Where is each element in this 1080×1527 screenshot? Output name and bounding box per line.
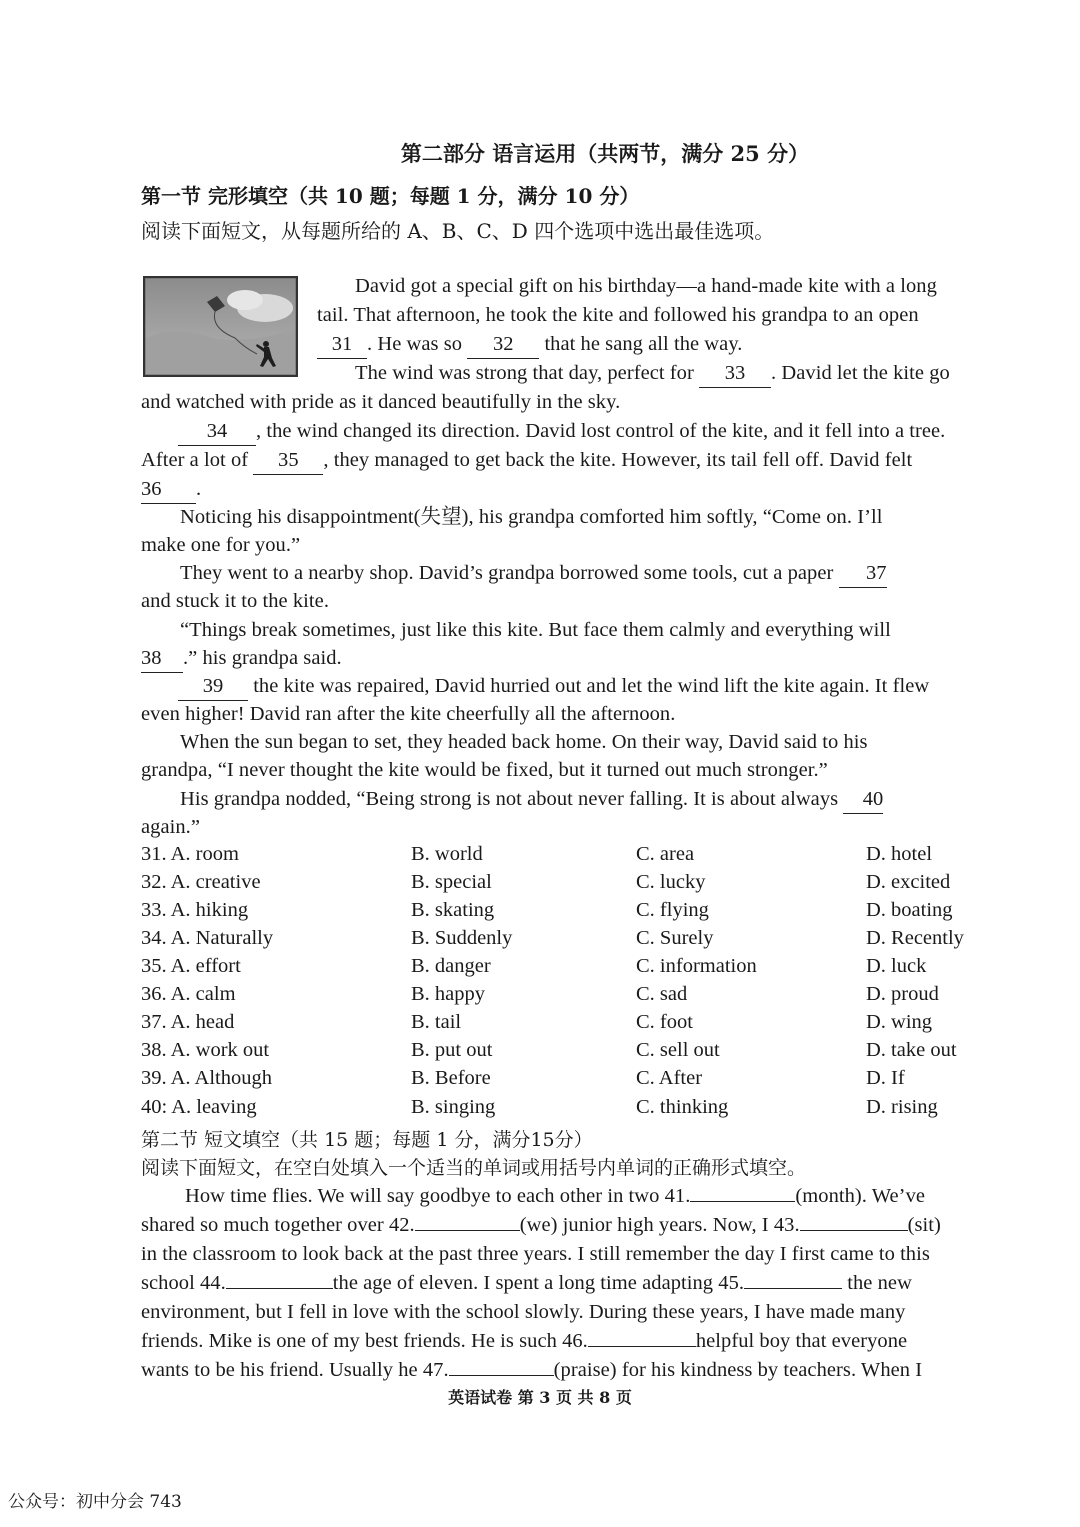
option-35-b: B. danger: [411, 955, 491, 977]
passage2-line-3: [141, 1240, 930, 1268]
passage-text: (month). We’ve: [795, 1185, 926, 1207]
passage2-line-5: [141, 1298, 905, 1326]
passage-text: The wind was strong that day, perfect for: [355, 362, 694, 384]
passage-text: , they managed to get back the kite. However, its tail fell off. David felt: [323, 449, 913, 471]
passage-text: , the wind changed its direction. David lost control of the kite, and it fell into a tree.: [256, 420, 946, 442]
kite-photo: [143, 276, 298, 377]
option-33-c: C. flying: [636, 899, 709, 921]
option-31-c: C. area: [636, 843, 695, 865]
passage-text: (praise) for his kindness by teachers. When I: [553, 1359, 923, 1381]
option-38-c: C. sell out: [636, 1039, 720, 1061]
option-31-d: D. hotel: [866, 843, 933, 865]
passage-text: again.”: [141, 816, 200, 838]
passage-text: shared so much together over 42.: [141, 1214, 415, 1236]
passage2-line-6: [141, 1327, 907, 1355]
option-36-a: 36. A. calm: [141, 983, 236, 1005]
passage-text: After a lot of: [141, 449, 249, 471]
option-36-c: C. sad: [636, 983, 688, 1005]
passage-text: tail. That afternoon, he took the kite and followed his grandpa to an open: [317, 304, 919, 326]
blank-32: 32: [467, 330, 539, 359]
section1-title: 第一节 完形填空（共 10 题；每题 1 分，满分 10 分）: [141, 184, 640, 208]
passage-text: Noticing his disappointment(失望), his grandpa comforted him softly, “Come on. I’ll: [180, 506, 883, 528]
passage-text: grandpa, “I never thought the kite would be fixed, but it turned out much stronger.”: [141, 759, 828, 781]
passage1-line-1: [355, 272, 937, 300]
passage1-line-14: [141, 644, 342, 673]
option-37-d: D. wing: [866, 1011, 933, 1033]
passage2-line-4: [141, 1269, 912, 1297]
option-36-b: B. happy: [411, 983, 486, 1005]
option-40-b: B. singing: [411, 1096, 496, 1118]
option-40-d: D. rising: [866, 1096, 938, 1118]
passage1-line-4: [355, 359, 950, 388]
option-39-c: C. After: [636, 1067, 703, 1089]
passage1-line-17: [180, 728, 868, 756]
passage-text: and stuck it to the kite.: [141, 590, 329, 612]
passage-text: . He was so: [367, 333, 463, 355]
option-32-a: 32. A. creative: [141, 871, 261, 893]
option-38-b: B. put out: [411, 1039, 493, 1061]
passage1-line-16: [141, 700, 675, 728]
option-38-a: 38. A. work out: [141, 1039, 270, 1061]
passage-text: and watched with pride as it danced beautifully in the sky.: [141, 391, 621, 413]
option-32-c: C. lucky: [636, 871, 706, 893]
blank-45: [744, 1288, 842, 1289]
passage-text: the new: [847, 1272, 912, 1294]
option-33-d: D. boating: [866, 899, 953, 921]
option-39-b: B. Before: [411, 1067, 491, 1089]
option-39-a: 39. A. Although: [141, 1067, 272, 1089]
option-32-d: D. excited: [866, 871, 951, 893]
option-33-a: 33. A. hiking: [141, 899, 249, 921]
blank-36: 36: [141, 475, 196, 504]
passage1-line-5: [141, 388, 620, 416]
option-31-a: 31. A. room: [141, 843, 239, 865]
option-40-a: 40: A. leaving: [141, 1096, 257, 1118]
blank-44: [226, 1288, 333, 1289]
page-footer: 英语试卷 第 3 页 共 8 页: [448, 1388, 632, 1407]
passage1-line-7: [141, 446, 912, 475]
blank-35: 35: [253, 446, 323, 475]
passage1-line-2: [317, 301, 919, 329]
passage1-line-18: [141, 756, 828, 784]
passage-text: make one for you.”: [141, 534, 301, 556]
blank-42: [415, 1230, 520, 1231]
blank-37: 37: [839, 559, 887, 588]
passage-text: David got a special gift on his birthday—a hand-made kite with a long: [355, 275, 937, 297]
passage-text: that he sang all the way.: [544, 333, 743, 355]
option-40-c: C. thinking: [636, 1096, 729, 1118]
option-32-b: B. special: [411, 871, 492, 893]
passage1-line-9: [180, 503, 882, 531]
passage-text: the age of eleven. I spent a long time adapting 45.: [332, 1272, 745, 1294]
passage-text: When the sun began to set, they headed back home. On their way, David said to his: [180, 731, 868, 753]
part-title: 第二部分 语言运用（共两节，满分 25 分）: [400, 141, 810, 166]
passage-text: . David let the kite go: [771, 362, 950, 384]
option-35-a: 35. A. effort: [141, 955, 241, 977]
passage1-line-15: [178, 672, 929, 701]
section2-instruction: 阅读下面短文，在空白处填入一个适当的单词或用括号内单词的正确形式填空。: [141, 1157, 807, 1179]
passage1-line-19: [180, 785, 883, 814]
passage-text: school 44.: [141, 1272, 226, 1294]
passage-text: in the classroom to look back at the past three years. I still remember the day I first came to this: [141, 1243, 930, 1265]
blank-41: [690, 1201, 795, 1202]
passage2-line-1: [185, 1182, 925, 1210]
blank-43: [800, 1230, 908, 1231]
blank-40: 40: [843, 785, 883, 814]
option-34-c: C. Surely: [636, 927, 714, 949]
passage1-line-3: [317, 330, 742, 359]
passage-text: environment, but I fell in love with the school slowly. During these years, I have made many: [141, 1301, 906, 1323]
passage-text: “Things break sometimes, just like this kite. But face them calmly and everything will: [180, 619, 891, 641]
option-35-d: D. luck: [866, 955, 927, 977]
passage-text: (we) junior high years. Now, I 43.: [519, 1214, 800, 1236]
passage1-line-20: [141, 813, 200, 841]
blank-47: [449, 1375, 554, 1376]
passage-text: even higher! David ran after the kite cheerfully all the afternoon.: [141, 703, 676, 725]
passage-text: His grandpa nodded, “Being strong is not about never falling. It is about always: [180, 788, 839, 810]
option-31-b: B. world: [411, 843, 483, 865]
passage1-line-11: [180, 559, 887, 588]
passage1-line-12: [141, 587, 329, 615]
passage-text: How time flies. We will say goodbye to each other in two 41.: [185, 1185, 691, 1207]
option-37-a: 37. A. head: [141, 1011, 235, 1033]
passage-text: helpful boy that everyone: [695, 1330, 908, 1352]
passage-text: They went to a nearby shop. David’s grandpa borrowed some tools, cut a paper: [180, 562, 834, 584]
passage1-line-6: [178, 417, 945, 446]
passage-text: friends. Mike is one of my best friends. He is such 46.: [141, 1330, 588, 1352]
option-37-b: B. tail: [411, 1011, 462, 1033]
passage1-line-8: [141, 475, 201, 504]
watermark-text: 公众号：初中分会 743: [8, 1492, 182, 1512]
passage-text: (sit): [907, 1214, 941, 1236]
passage2-line-7: [141, 1356, 922, 1384]
passage-text: the kite was repaired, David hurried out and let the wind lift the kite again. It flew: [253, 675, 930, 697]
passage2-line-2: [141, 1211, 941, 1239]
blank-39: 39: [178, 672, 248, 701]
kite-scene-image: [145, 278, 296, 375]
option-37-c: C. foot: [636, 1011, 693, 1033]
option-39-d: D. If: [866, 1067, 905, 1089]
blank-34: 34: [178, 417, 256, 446]
passage-text: .” his grandpa said.: [183, 647, 342, 669]
passage-text: wants to be his friend. Usually he 47.: [141, 1359, 449, 1381]
passage1-line-10: [141, 531, 300, 559]
option-33-b: B. skating: [411, 899, 495, 921]
blank-46: [588, 1346, 696, 1347]
blank-31: 31: [317, 330, 367, 359]
section2-title: 第二节 短文填空（共 15 题；每题 1 分，满分15分）: [141, 1129, 593, 1151]
option-34-b: B. Suddenly: [411, 927, 513, 949]
blank-38: 38: [141, 644, 183, 673]
option-34-d: D. Recently: [866, 927, 964, 949]
passage1-line-13: [180, 616, 891, 644]
section1-instruction: 阅读下面短文，从每题所给的 A、B、C、D 四个选项中选出最佳选项。: [141, 219, 775, 243]
option-34-a: 34. A. Naturally: [141, 927, 274, 949]
blank-33: 33: [699, 359, 771, 388]
passage-text: .: [196, 478, 202, 500]
option-35-c: C. information: [636, 955, 757, 977]
option-36-d: D. proud: [866, 983, 939, 1005]
option-38-d: D. take out: [866, 1039, 957, 1061]
